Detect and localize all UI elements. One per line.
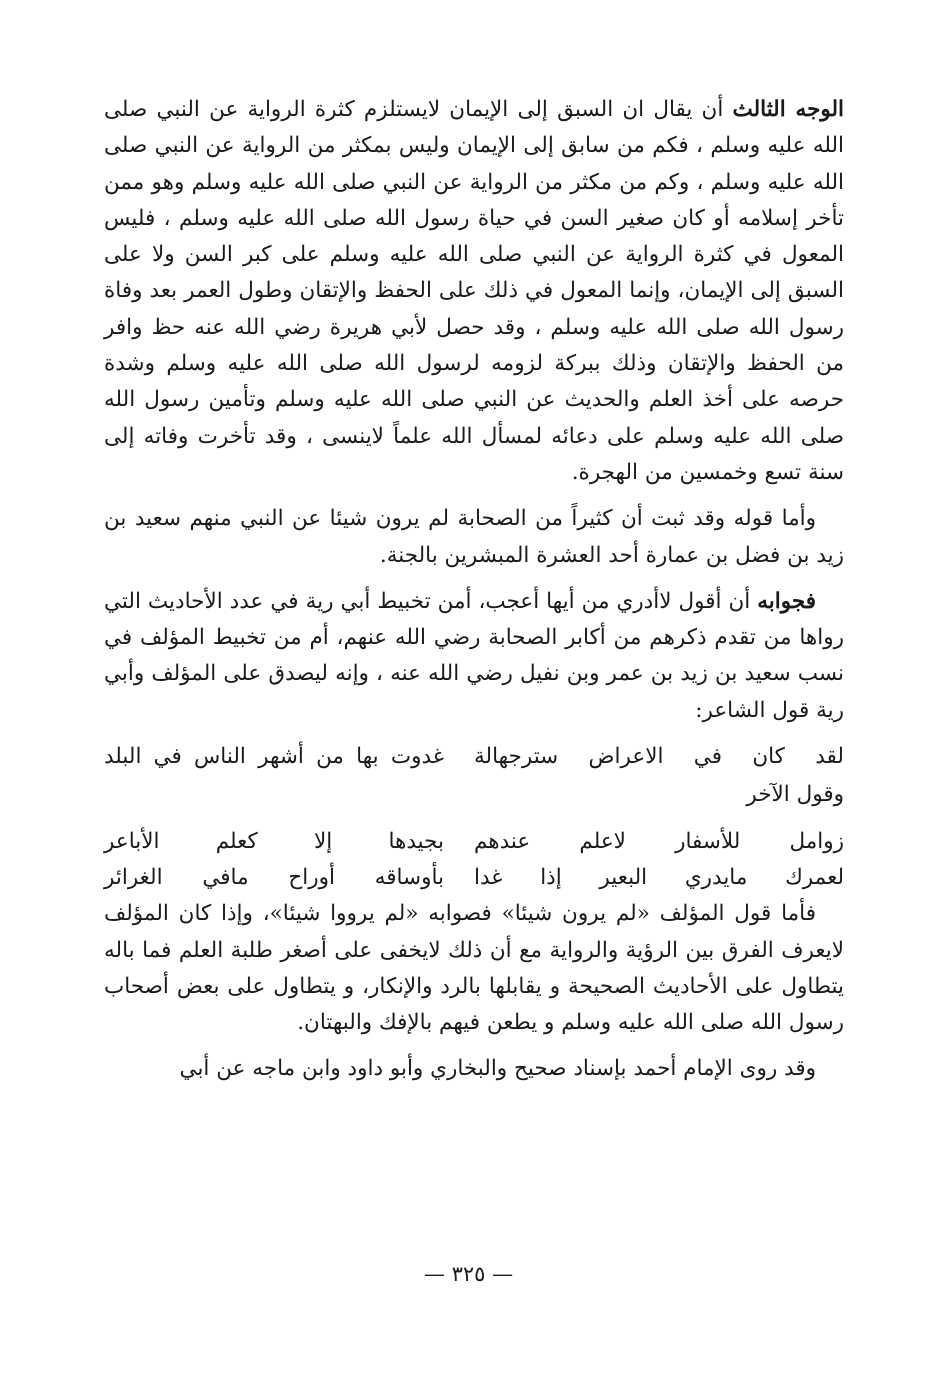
paragraph-text: أن يقال ان السبق إلى الإيمان لايستلزم كثرة الرواية عن النبي صلى الله عليه وسلم ، فكم من سابق إلى الإيمان وليس بمكثر من الرواية عن النبي صلى الله عليه وسلم ، وكم من مكثر من الرواية عن النبي صلى الله عليه وسلم وهو ممن تأخر إسلامه أو كان صغير السن في حياة رسول الله صلى الله عليه وسلم ، فليس المعول في كثرة الرواية عن النبي صلى الله عليه وسلم على كبر السن ولا على السبق إلى الإيمان، وإنما المعول في ذلك على الحفظ والإتقان وطول العمر بعد وفاة رسول الله صلى الله عليه وسلم ، وقد حصل لأبي هريرة رضي الله عنه حظ وافر من الحفظ والإتقان وذلك ببركة لزومه لرسول الله صلى الله عليه وسلم وشدة حرصه على أخذ العلم والحديث عن النبي صلى الله عليه وسلم وتأمين رسول الله صلى الله عليه وسلم على دعائه لمسأل الله علماً لاينسى ، وقد تأخرت وفاته إلى سنة تسع وخمسين من الهجرة. [104,97,844,485]
paragraph-author-critique: فأما قول المؤلف «لم يرون شيئا» فصوابه «لم يرووا شيئا»، وإذا كان المؤلف لايعرف الفرق بين الرؤية والرواية مع أن ذلك لايخفى على أصغر طلبة العلم فما باله يتطاول على الأحاديث الصحيحة و يقابلها بالرد والإنكار، و يتطاول على بعض أصحاب رسول الله صلى الله عليه وسلم و يطعن فيهم بالإفك والبهتان. [104,901,844,1036]
heading-answer: فجوابه [757,588,816,614]
paragraph-text: أن أقول لاأدري من أيها أعجب، أمن تخبيط أبي رية في عدد الأحاديث التي رواها من تقدم ذكرهم من أكابر الصحابة رضي الله عنهم، أم من تخبيط المؤلف في نسب سعيد بن زيد بن عمر وبن نفيل رضي الله عنه ، وإنه ليصدق على المؤلف وأبي رية قول الشاعر: [104,588,844,723]
poem-verse-3 [104,860,844,896]
paragraph-narration: وقد روى الإمام أحمد بإسناد صحيح والبخاري وأبو داود وابن ماجه عن أبي [179,1056,816,1082]
poem-verse-1 [104,739,844,775]
page-number: — ٣٢٥ — [423,1262,514,1286]
poem-hemistich: زوامل للأسفار لاعلم عندهم [474,828,844,854]
page-body [104,92,844,1088]
poem-hemistich: لقد كان في الاعراض سترجهالة [474,744,844,770]
heading-third-aspect: الوجه الثالث [732,97,844,122]
paragraph-quote-claim: وأما قوله وقد ثبت أن كثيراً من الصحابة لم يرون شيئا عن النبي منهم سعيد بن زيد بن فضل بن عمارة أحد العشرة المبشرين بالجنة. [104,506,844,568]
poem-hemistich: بجيدها إلا كعلم الأباعر [104,828,444,854]
paragraph-third-aspect [104,92,844,491]
paragraph-answer [104,584,844,729]
poem-hemistich: غدوت بها من أشهر الناس في البلد [104,744,444,770]
poem-hemistich: لعمرك مايدري البعير إذا غدا [474,864,844,890]
poem-verse-2 [104,824,844,860]
poem-hemistich: بأوساقه أوراح مافي الغرائر [104,864,444,890]
other-poet-label: وقول الآخر [746,782,844,808]
